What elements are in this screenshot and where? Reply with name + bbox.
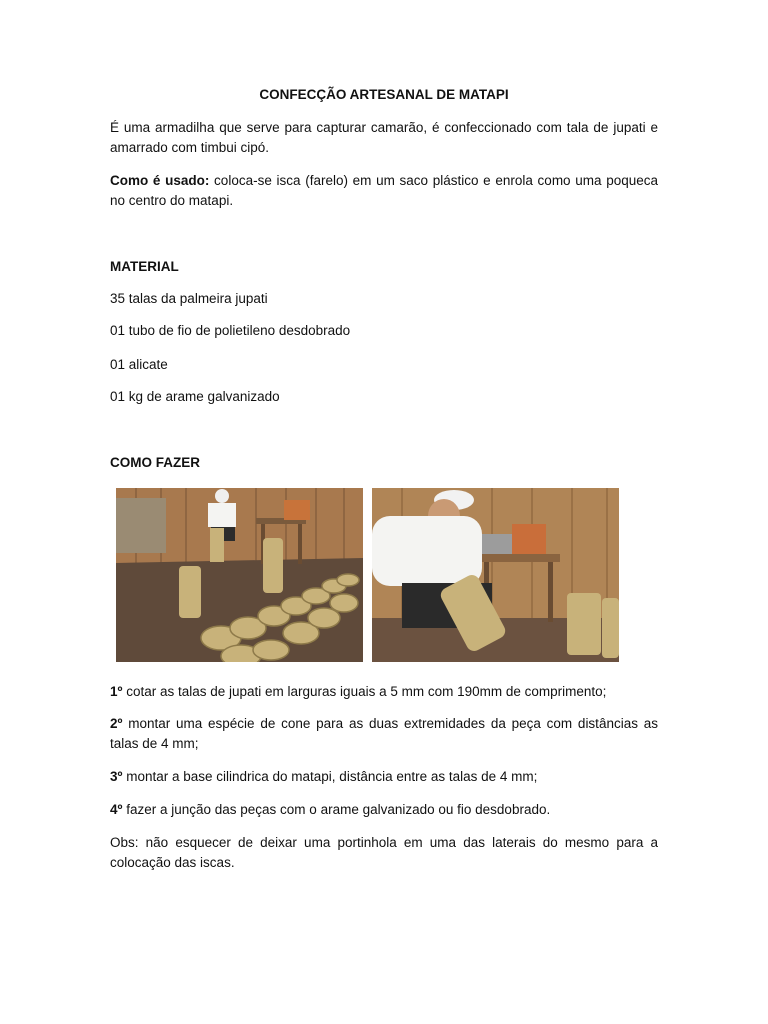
step-4 [110,800,658,820]
material-heading: MATERIAL [110,259,179,274]
step-2 [110,714,658,754]
photo-weaving-illustration [372,488,619,662]
photo-workshop-traps [116,488,363,662]
step-1 [110,682,658,702]
step-text: montar uma espécie de cone para as duas extremidades da peça com distâncias as talas de 4 mm; [110,716,658,751]
step-text: cotar as talas de jupati em larguras iguais a 5 mm com 190mm de comprimento; [122,684,607,699]
usage-text: coloca-se isca (farelo) em um saco plástico e enrola como uma poqueca no centro do matapi. [110,173,658,208]
usage-label: Como é usado: [110,173,210,188]
material-item: 01 tubo de fio de polietileno desdobrado [110,323,351,338]
how-to-heading: COMO FAZER [110,455,200,470]
step-text: montar a base cilindrica do matapi, distância entre as talas de 4 mm; [122,769,538,784]
step-number: 2º [110,716,123,731]
step-number: 4º [110,802,123,817]
usage-paragraph [110,171,658,211]
step-3 [110,767,658,787]
step-number: 1º [110,684,123,699]
step-number: 3º [110,769,123,784]
photo-weaving-closeup [372,488,619,662]
photo-workshop-illustration [116,488,363,662]
observation-note: Obs: não esquecer de deixar uma portinhola em uma das laterais do mesmo para a colocação das iscas. [110,835,658,870]
intro-paragraph: É uma armadilha que serve para capturar camarão, é confeccionado com tala de jupati e amarrado com timbui cipó. [110,120,658,155]
material-item: 35 talas da palmeira jupati [110,291,268,306]
step-text: fazer a junção das peças com o arame galvanizado ou fio desdobrado. [122,802,551,817]
material-item: 01 kg de arame galvanizado [110,389,280,404]
page-title: CONFECÇÃO ARTESANAL DE MATAPI [259,87,509,102]
material-item: 01 alicate [110,357,168,372]
